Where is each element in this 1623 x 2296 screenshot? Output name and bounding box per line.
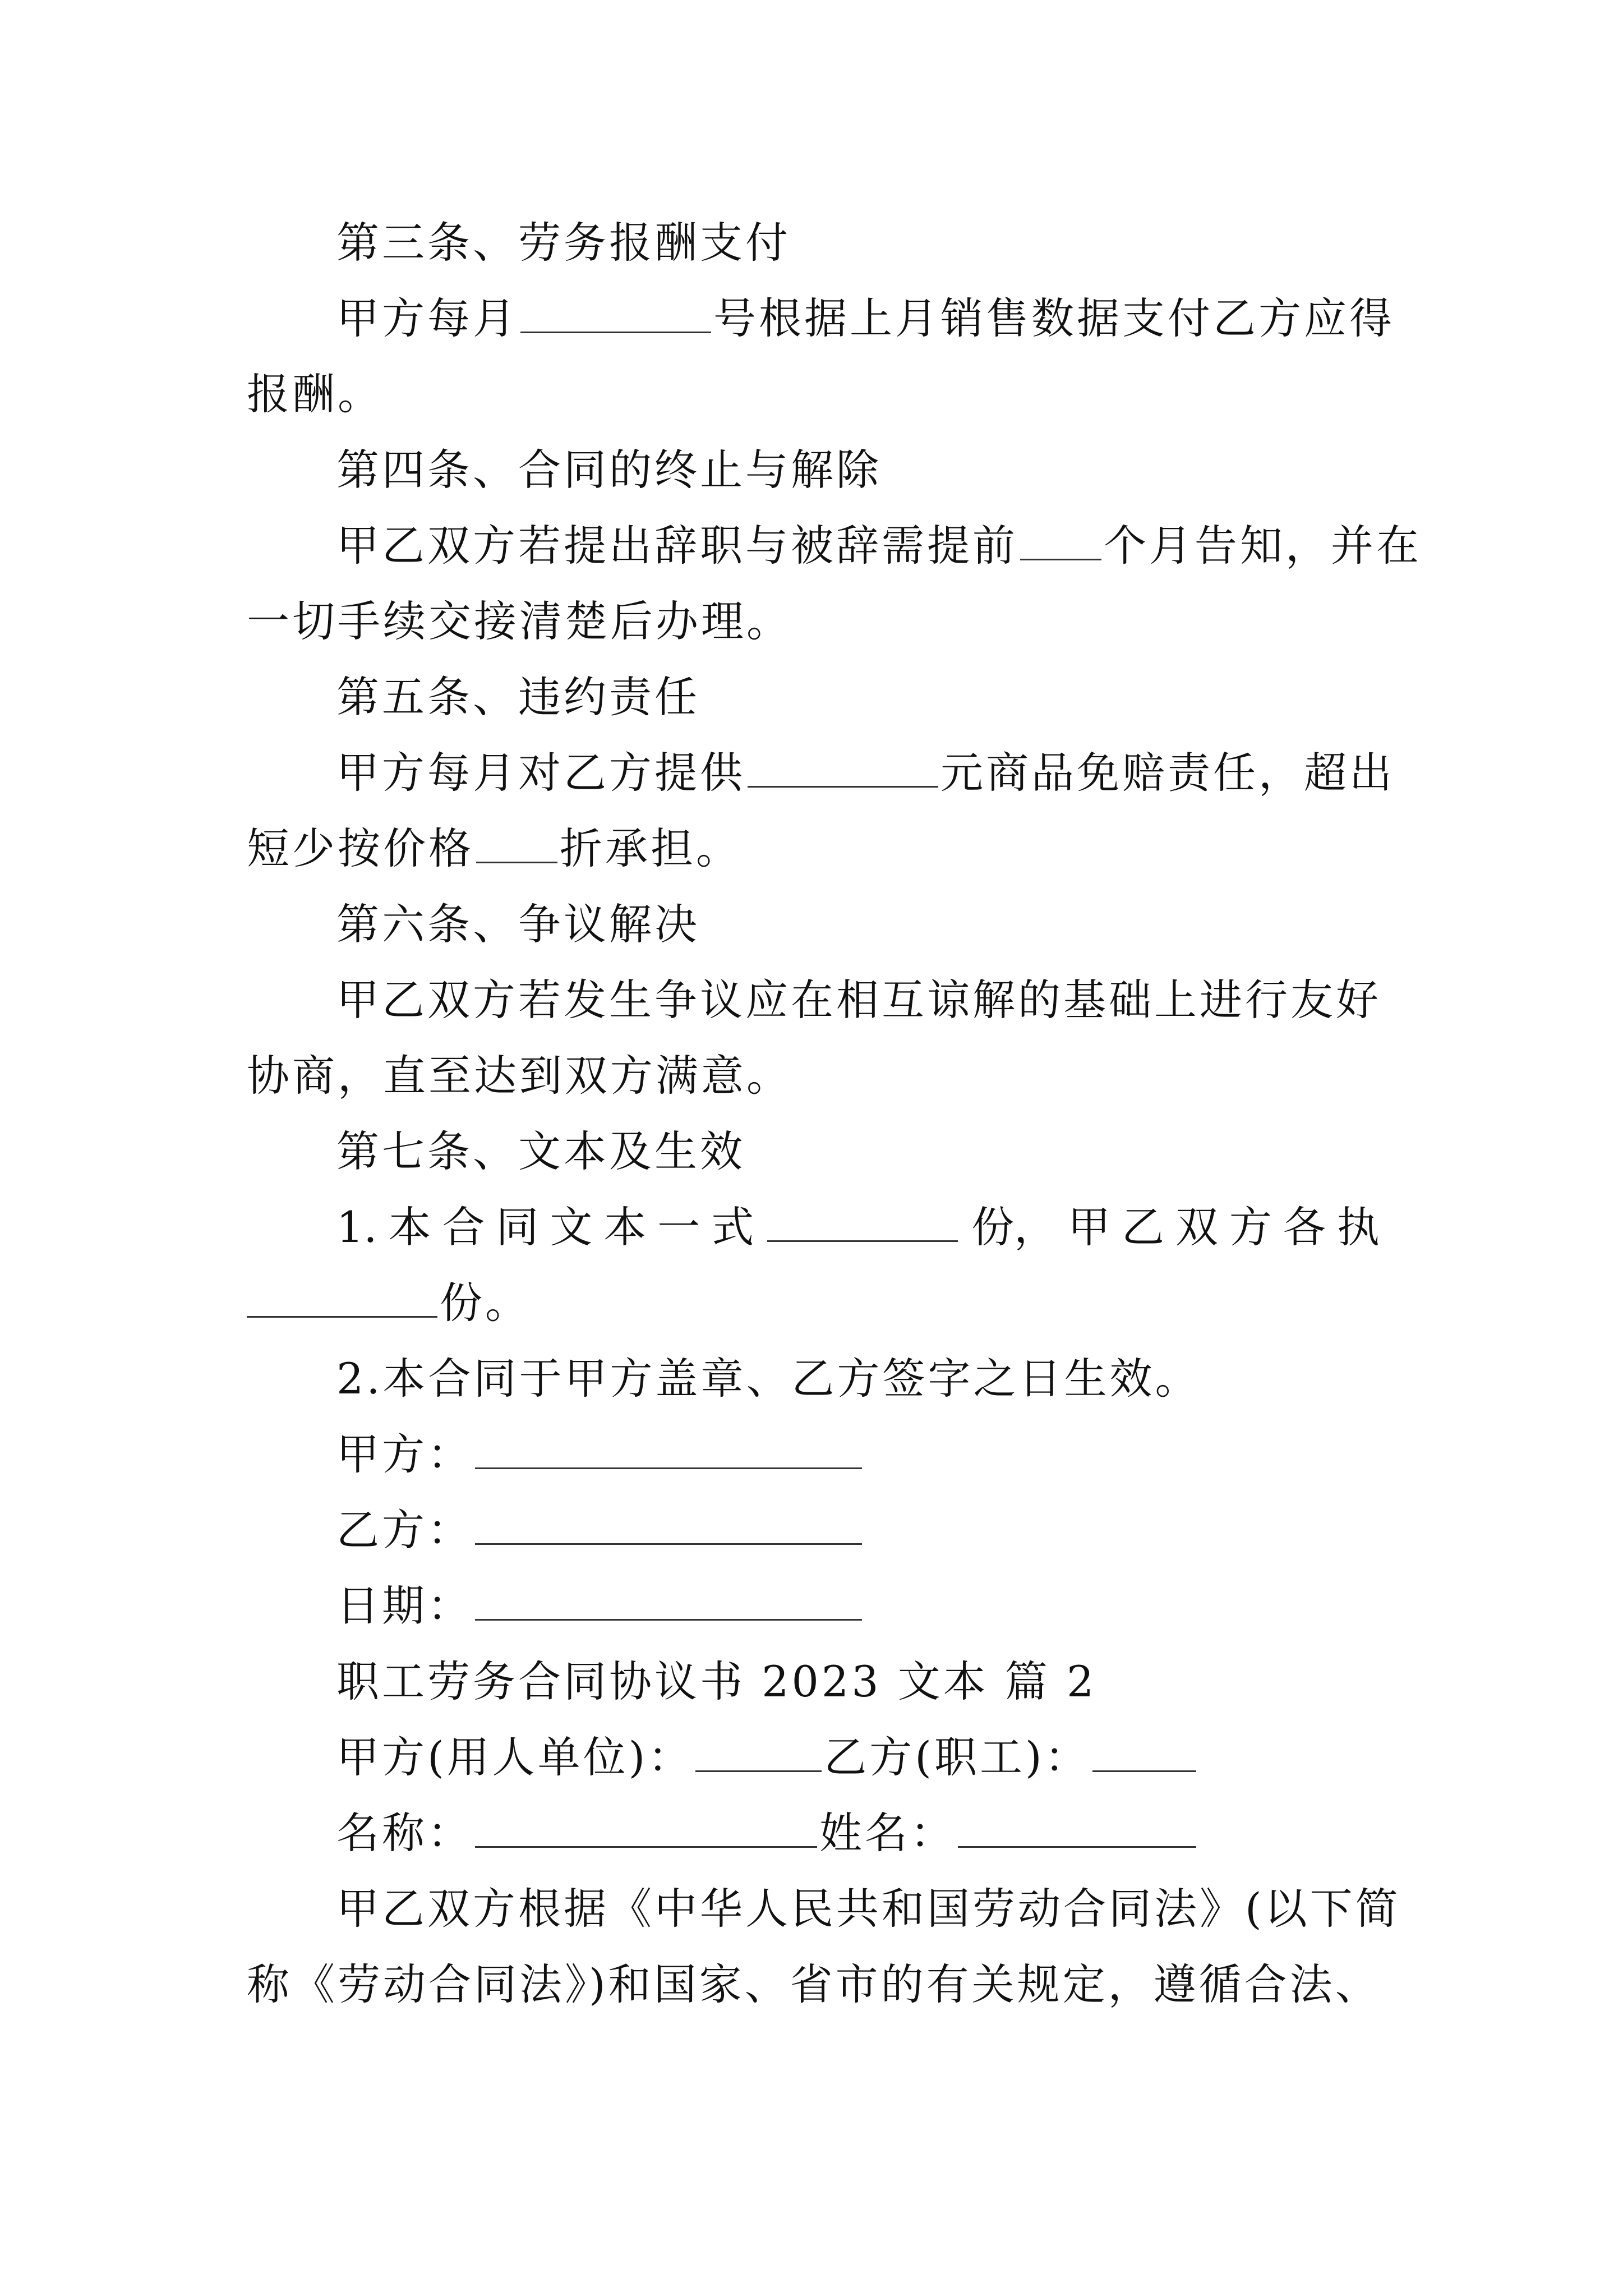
char: 甲 (1068, 1202, 1111, 1252)
parties-line (336, 1732, 1198, 1782)
article-7-title: 第七条、文本及生效 (336, 1126, 745, 1176)
text-segment: 个月告知，并在 (1104, 521, 1422, 570)
text-segment: 号根据上月销售数据支付乙方应得 (713, 293, 1395, 343)
article-5-title: 第五条、违约责任 (336, 672, 700, 722)
name-label: 名称： (336, 1808, 473, 1858)
blank-copies-each-field (247, 1283, 437, 1318)
text-segment: 甲方每月 (336, 293, 518, 343)
char: 本 (388, 1202, 431, 1252)
article-5-paragraph-line-2 (247, 823, 741, 873)
blank-copies-total-field (767, 1208, 958, 1242)
article-7-item-1-line-2 (247, 1278, 531, 1328)
text-segment: 份， (971, 1202, 1057, 1252)
signature-party-a (336, 1429, 864, 1479)
intro-paragraph-line-2: 称《劳动合同法》)和国家、省市的有关规定，遵循合法、 (247, 1959, 1381, 2009)
char: 各 (1283, 1202, 1326, 1252)
blank-employer-field (695, 1738, 822, 1772)
blank-person-name-field (958, 1814, 1196, 1848)
char: 乙 (1122, 1202, 1164, 1252)
blank-company-name-field (475, 1814, 817, 1848)
signature-label: 乙方： (336, 1505, 473, 1555)
signature-line-party-a (475, 1435, 862, 1469)
char: 方 (1229, 1202, 1272, 1252)
text-segment: 甲方每月对乙方提供 (336, 748, 745, 798)
article-4-paragraph-line-2: 一切手续交接清楚后办理。 (247, 596, 792, 646)
article-6-paragraph-line-1: 甲乙双方若发生争议应在相互谅解的基础上进行友好 (336, 975, 1381, 1025)
blank-employee-field (1092, 1738, 1196, 1772)
char: 式 (711, 1202, 754, 1252)
signature-label: 甲方： (336, 1429, 473, 1479)
section-2-heading: 职工劳务合同协议书 2023 文本 篇 2 (336, 1657, 1097, 1706)
signature-line-party-b (475, 1511, 862, 1545)
blank-months-field (1020, 526, 1101, 560)
signature-label: 日期： (336, 1581, 473, 1631)
article-3-title: 第三条、劳务报酬支付 (336, 218, 791, 268)
employer-label: 甲方(用人单位)： (336, 1732, 694, 1782)
article-7-item-2: 2.本合同于甲方盖章、乙方签字之日生效。 (336, 1354, 1201, 1404)
char: 同 (496, 1202, 539, 1252)
char: 双 (1175, 1202, 1218, 1252)
employee-label: 乙方(职工)： (824, 1732, 1090, 1782)
char: 一 (657, 1202, 700, 1252)
char: 本 (603, 1202, 647, 1252)
signature-date (336, 1581, 864, 1631)
char: 文 (550, 1202, 593, 1252)
names-line (336, 1808, 1198, 1858)
char: 合 (442, 1202, 485, 1252)
item-number: 1. (336, 1202, 377, 1252)
article-3-paragraph-line-1 (336, 293, 1395, 343)
blank-amount-field (748, 753, 938, 788)
signature-line-date (475, 1586, 862, 1621)
article-6-title: 第六条、争议解决 (336, 899, 700, 949)
article-3-paragraph-line-2: 报酬。 (247, 369, 383, 419)
signature-party-b (336, 1505, 864, 1555)
person-name-label: 姓名： (819, 1808, 956, 1858)
article-7-item-1-line-1 (336, 1202, 1380, 1252)
text-segment: 折承担。 (560, 823, 741, 873)
article-4-paragraph-line-1 (336, 521, 1422, 570)
intro-paragraph-line-1: 甲乙双方根据《中华人民共和国劳动合同法》(以下简 (336, 1884, 1401, 1934)
char: 执 (1336, 1202, 1380, 1252)
text-segment: 甲乙双方若提出辞职与被辞需提前 (336, 521, 1018, 570)
blank-discount-field (476, 829, 557, 863)
article-4-title: 第四条、合同的终止与解除 (336, 445, 882, 495)
article-5-paragraph-line-1 (336, 748, 1395, 798)
text-segment: 短少按价格 (247, 823, 474, 873)
article-6-paragraph-line-2: 协商，直至达到双方满意。 (247, 1051, 792, 1101)
text-segment: 元商品免赔责任，超出 (940, 748, 1395, 798)
text-segment: 份。 (440, 1278, 531, 1328)
blank-day-field (520, 299, 711, 333)
